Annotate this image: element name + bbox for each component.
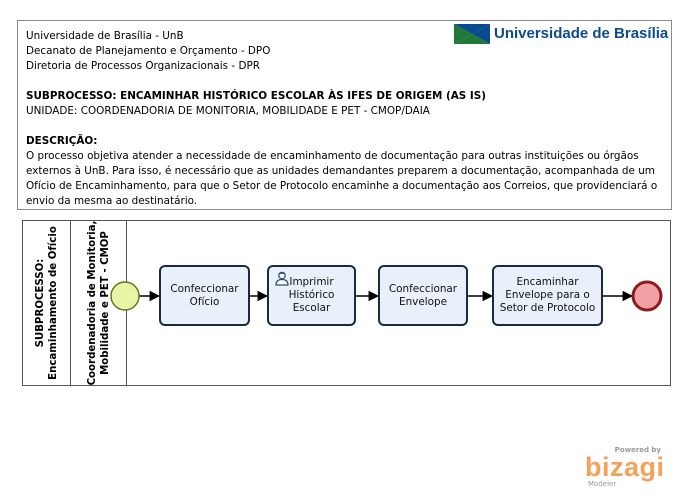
task-label: Encaminhar Envelope para o Setor de Protocolo (499, 276, 596, 314)
task-label: Confeccionar Envelope (388, 282, 458, 308)
user-task-icon (274, 270, 290, 286)
lane-label-line2: Mobilidade e PET - CMOP (99, 231, 111, 375)
task-label: Imprimir Histórico Escolar (288, 276, 335, 314)
org-line-diretoria: Diretoria de Processos Organizacionais - DPR (26, 60, 260, 72)
pool-label-line1: SUBPROCESSO: (34, 258, 46, 348)
start-event (111, 282, 139, 310)
description-text: O processo objetiva atender a necessidade de encaminhamento de documentação para outras instituições ou órgãos externos à UnB. Para isso, é necessário que as unidades demandantes preparem a documentação, acompanhada de um Ofício de Encaminhamento, para que o Setor de Protocolo encaminhe a documentação aos Correios, que providenciará o envio da mesma ao destinatário. (26, 150, 658, 207)
task-confeccionar-oficio[interactable] (159, 265, 250, 326)
unb-logo-text: Universidade de Brasília (494, 25, 669, 42)
pool-label-line2: Encaminhamento de Ofício (47, 226, 59, 380)
org-line-decanato: Decanato de Planejamento e Orçamento - DPO (26, 45, 271, 57)
bizagi-wordmark: bizagi (585, 452, 665, 482)
task-label: Confeccionar Ofício (170, 282, 239, 308)
lane-label-line1: Coordenadoria de Monitoria, (86, 220, 98, 386)
org-line-university: Universidade de Brasília - UnB (26, 30, 184, 42)
powered-by-text: Powered by (614, 446, 661, 454)
unit-line: UNIDADE: COORDENADORIA DE MONITORIA, MOBILIDADE E PET - CMOP/DAIA (26, 105, 430, 117)
end-event (633, 282, 661, 310)
description-label: DESCRIÇÃO: (26, 135, 98, 147)
bizagi-branding (583, 446, 673, 491)
subprocess-title: SUBPROCESSO: ENCAMINHAR HISTÓRICO ESCOLAR ÀS IFES DE ORIGEM (AS IS) (26, 90, 486, 102)
task-encaminhar-envelope[interactable] (492, 265, 603, 326)
modeler-text: Modeler (588, 480, 617, 488)
task-confeccionar-envelope[interactable] (378, 265, 468, 326)
task-imprimir-historico[interactable] (267, 265, 356, 326)
